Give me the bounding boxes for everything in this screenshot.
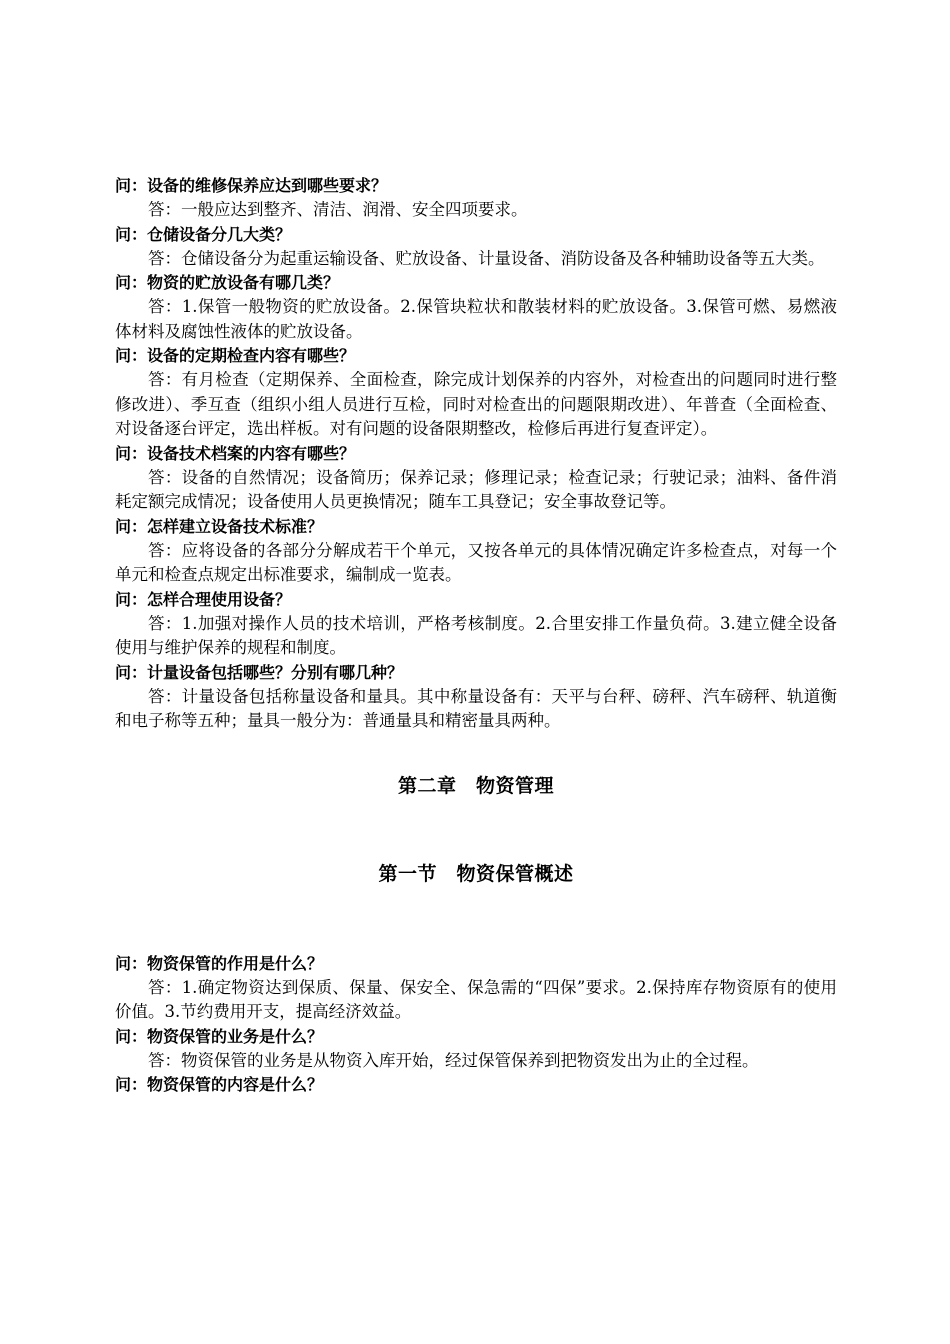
spacer — [115, 888, 837, 952]
answer: 答：应将设备的各部分分解成若干个单元，又按各单元的具体情况确定许多检查点，对每一个单元和检查点规定出标准要求，编制成一览表。 — [115, 540, 837, 584]
question: 问：仓储设备分几大类？ — [115, 224, 292, 244]
answer: 答：1.保管一般物资的贮放设备。2.保管块粒状和散装材料的贮放设备。3.保管可燃、易燃液体材料及腐蚀性液体的贮放设备。 — [115, 297, 837, 341]
question: 问：设备的维修保养应达到哪些要求？ — [115, 176, 388, 195]
answer: 答：设备的自然情况；设备简历；保养记录；修理记录；检查记录；行驶记录；油料、备件消耗定额完成情况；设备使用人员更换情况；随车工具登记；安全事故登记等。 — [115, 467, 837, 511]
question: 问：设备技术档案的内容有哪些？ — [115, 443, 356, 463]
section-title: 第一节 物资保管概述 — [378, 862, 574, 885]
answer: 答：有月检查（定期保养、全面检查，除完成计划保养的内容外，对检查出的问题同时进行整修改进）、季互查（组织小组人员进行互检，同时对检查出的问题限期改进）、年普查（全面检查、对设备逐台评定，选出样板。对有问题的设备限期整改，检修后再进行复查评定）。 — [115, 370, 837, 438]
question: 问：怎样合理使用设备？ — [115, 589, 292, 609]
question: 问：设备的定期检查内容有哪些？ — [115, 346, 356, 365]
answer: 答：物资保管的业务是从物资入库开始，经过保管保养到把物资发出为止的全过程。 — [148, 1050, 759, 1070]
answer: 答：仓储设备分为起重运输设备、贮放设备、计量设备、消防设备及各种辅助设备等五大类。 — [148, 248, 825, 268]
document-page — [115, 174, 837, 1097]
question: 问：怎样建立设备技术标准？ — [115, 516, 324, 536]
question: 问：物资保管的业务是什么？ — [115, 1026, 324, 1046]
answer: 答：1.确定物资达到保质、保量、保安全、保急需的“四保”要求。2.保持库存物资原有的使用价值。3.节约费用开支，提高经济效益。 — [115, 977, 837, 1021]
answer: 答：一般应达到整齐、清洁、润滑、安全四项要求。 — [148, 200, 528, 219]
question: 问：计量设备包括哪些？分别有哪几种？ — [115, 662, 404, 682]
question: 问：物资的贮放设备有哪几类？ — [115, 273, 340, 292]
answer: 答：计量设备包括称量设备和量具。其中称量设备有：天平与台秤、磅秤、汽车磅秤、轨道衡和电子称等五种；量具一般分为：普通量具和精密量具两种。 — [115, 686, 837, 730]
chapter-title: 第二章 物资管理 — [397, 774, 554, 797]
question: 问：物资保管的作用是什么？ — [115, 953, 324, 973]
answer: 答：1.加强对操作人员的技术培训，严格考核制度。2.合里安排工作量负荷。3.建立健全设备使用与维护保养的规程和制度。 — [115, 613, 837, 657]
qa-block-2 — [115, 952, 837, 1098]
qa-block-1 — [115, 174, 837, 734]
question: 问：物资保管的内容是什么？ — [115, 1075, 324, 1094]
